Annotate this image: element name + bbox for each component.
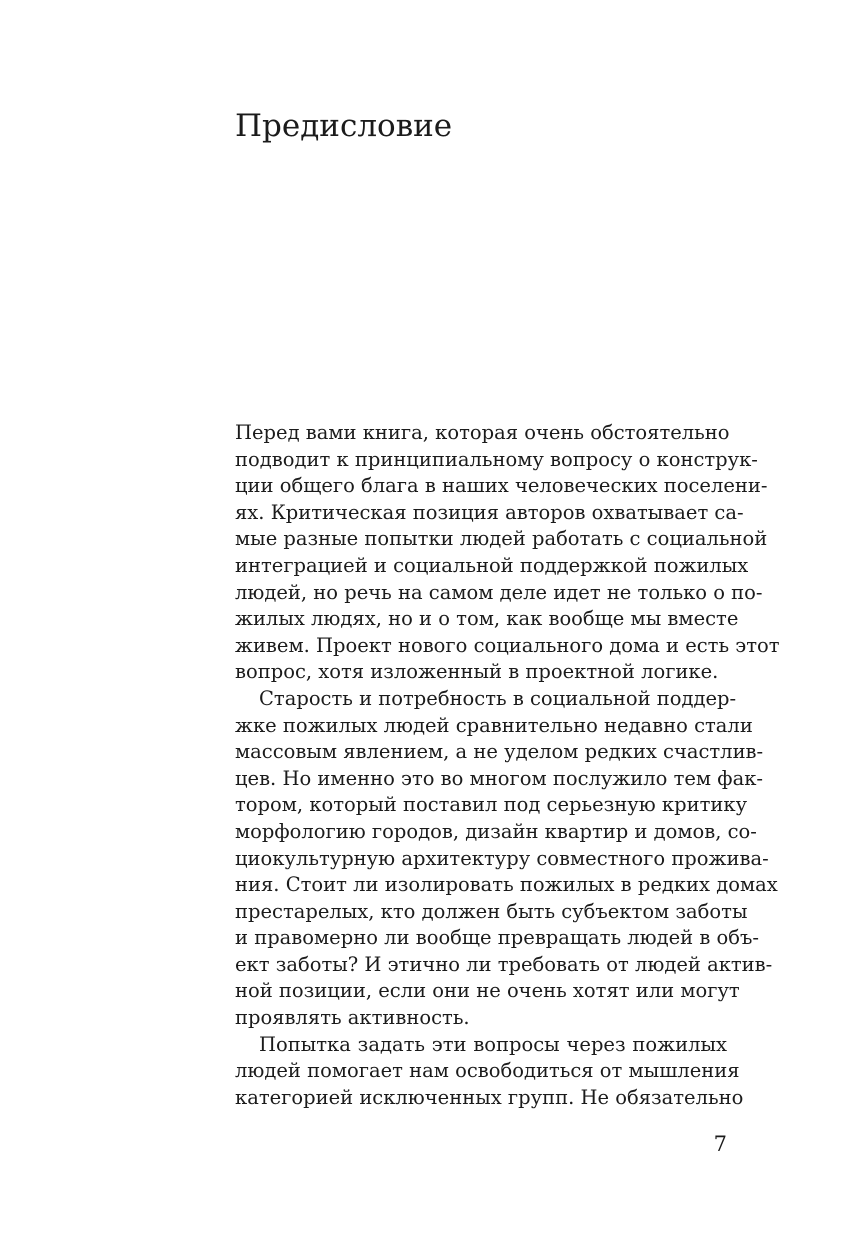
text-line: проявлять активность. (235, 1006, 470, 1030)
text-line: ции общего блага в наших человеческих поселени- (235, 474, 768, 498)
text-line: ния. Стоит ли изолировать пожилых в редких домах (235, 873, 778, 897)
text-line: жилых людях, но и о том, как вообще мы вместе (235, 607, 739, 631)
text-line: интеграцией и социальной поддержкой пожилых (235, 553, 749, 577)
text-line: массовым явлением, а не уделом редких счастлив- (235, 740, 764, 764)
text-line: престарелых, кто должен быть субъектом заботы (235, 899, 748, 923)
text-line: жке пожилых людей сравнительно недавно стали (235, 713, 753, 737)
text-line: мые разные попытки людей работать с социальной (235, 527, 768, 551)
text-line: подводит к принципиальному вопросу о конструк- (235, 447, 758, 471)
text-line: Попытка задать эти вопросы через пожилых (259, 1032, 727, 1056)
page-title: Предисловие (235, 108, 453, 144)
text-line: ект заботы? И этично ли требовать от людей актив- (235, 952, 773, 976)
text-line: категорией исключенных групп. Не обязательно (235, 1085, 744, 1109)
text-line: людей помогает нам освободиться от мышления (235, 1059, 740, 1083)
page-number: 7 (713, 1132, 727, 1156)
text-line: тором, который поставил под серьезную критику (235, 793, 748, 817)
text-line: живем. Проект нового социального дома и есть этот (235, 633, 780, 657)
text-line: людей, но речь на самом деле идет не только о по- (235, 580, 763, 604)
text-line: ях. Критическая позиция авторов охватывает са- (235, 500, 744, 524)
text-line: ной позиции, если они не очень хотят или могут (235, 979, 740, 1003)
text-line: и правомерно ли вообще превращать людей в объ- (235, 926, 760, 950)
text-line: цев. Но именно это во многом послужило тем фак- (235, 766, 763, 790)
text-line: циокультурную архитектуру совместного прожива- (235, 846, 769, 870)
text-line: Старость и потребность в социальной поддер- (259, 686, 737, 710)
body-text (235, 420, 780, 1111)
text-line: Перед вами книга, которая очень обстоятельно (235, 421, 730, 444)
text-line: морфологию городов, дизайн квартир и домов, со- (235, 819, 757, 843)
text-line: вопрос, хотя изложенный в проектной логике. (235, 660, 719, 684)
